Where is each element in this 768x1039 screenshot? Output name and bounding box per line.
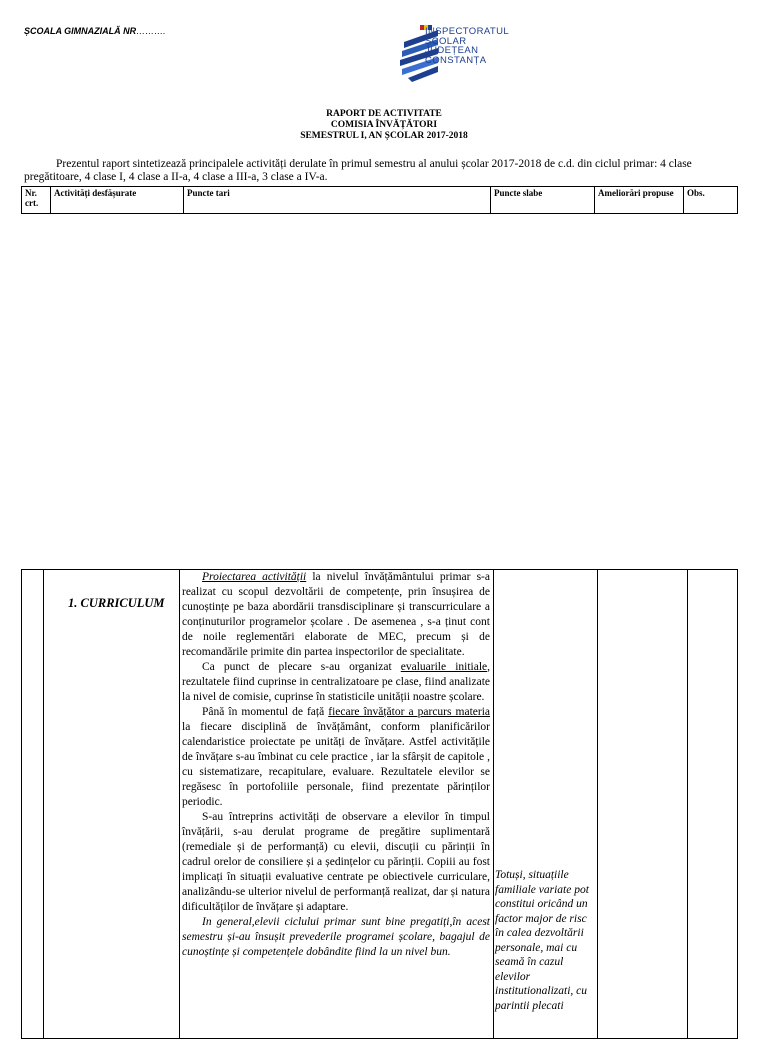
- logo-line: ȘCOLAR: [425, 35, 467, 47]
- weaknesses-text: Totuși, situațiile familiale variate pot constitui oricând un factor major de risc în calea dezvoltării personale, mai cu seamă în cazul elevilor institutionalizati, cu parintii plecati: [495, 869, 589, 1012]
- logo-line: CONSTANȚA: [425, 54, 487, 66]
- col-header: Puncte slabe: [491, 187, 595, 214]
- text: la fiecare disciplină de învățământ, conform planificărilor calendaristice proiectate pe unități de învățare. Astfel activitățile de învățare s-au îmbinat cu cele practice , iar la sfârșit de capitole , cu sistematizare, recapitulare, evaluare. Rezultatele elevilor se regăsesc în portofoliile personale, fiind prezentate părinților periodic.: [182, 721, 490, 808]
- col-header: Obs.: [684, 187, 738, 214]
- report-title: [0, 109, 768, 142]
- paragraph: S-au întreprins activități de observare a elevilor în timpul învățării, s-au derulat programe de pregătire suplimentară (remediale și de performanță) cu elevii, discuții cu părinții în cadrul orelor de consiliere și a ședințelor cu părinții. Copiii au fost implicați în situații evaluative centrate pe obiectivele curriculare, analizându-se ulterior nivelul de performanță realizat, dar și natura dificultăților de învățare și adaptare.: [182, 811, 490, 913]
- logo-line: JUDEȚEAN: [425, 45, 479, 56]
- school-label: ȘCOALA GIMNAZIALĂ NR: [24, 26, 137, 36]
- column-divider: [597, 570, 598, 1038]
- underlined-text: fiecare învățător a parcurs materia: [328, 706, 490, 718]
- table-header-row: [22, 187, 738, 214]
- intro-paragraph: [24, 158, 740, 184]
- school-number-placeholder: ……….: [136, 26, 166, 36]
- title-line: RAPORT DE ACTIVITATE: [326, 109, 442, 119]
- title-line: COMISIA ÎNVĂȚĂTORI: [330, 120, 438, 130]
- column-divider: [493, 570, 494, 1038]
- text: , rezultatele fiind cuprinse in centralizatoare pe clase, fiind analizate la nivel de comisie, cuprinse în statisticile unității noastre școlare.: [182, 661, 490, 703]
- col-header: Activități desfășurate: [51, 187, 184, 214]
- paragraph: In general,elevii ciclului primar sunt bine pregatiți,în acest semestru și-au însușit prevederile programei școlare, bagajul de cunoștințe și competențele dobândite fiind la un nivel bun.: [182, 916, 490, 958]
- col-header: Ameliorări propuse: [595, 187, 684, 214]
- report-table-header: [21, 186, 738, 214]
- col-header: Nr. crt.: [22, 187, 51, 214]
- text: Ca punct de plecare s-au organizat: [202, 661, 401, 673]
- column-divider: [687, 570, 688, 1038]
- curriculum-heading: 1. CURRICULUM: [68, 596, 165, 610]
- logo-line: INSPECTORATUL: [425, 26, 510, 37]
- text: la nivelul învățământului primar s-a realizat cu scopul dezvoltării de competențe, prin însușirea de cunoștințe pe baza abordării transdisciplinare și transcurriculare a conținuturilor programelor școlare . De asemenea , s-a ținut cont de noile reglementări elaborate de MEC, precum și de recomandările primite din partea inspectorilor de specialitate.: [182, 571, 490, 658]
- column-divider: [179, 570, 180, 1038]
- paragraph: [182, 660, 490, 705]
- logo-text: [425, 27, 509, 65]
- paragraph: [182, 570, 490, 660]
- strengths-text: [182, 570, 490, 960]
- col-header: Puncte tari: [184, 187, 491, 214]
- underlined-text: Proiectarea activității: [202, 571, 307, 583]
- school-name: [24, 26, 166, 36]
- underlined-text: evaluarile initiale: [400, 661, 488, 673]
- title-line: SEMESTRUL I, AN ȘCOLAR 2017-2018: [300, 131, 468, 141]
- column-divider: [43, 570, 44, 1038]
- text: Până în momentul de față: [202, 706, 329, 718]
- paragraph: [182, 705, 490, 810]
- intro-text: Prezentul raport sintetizează principalele activități derulate în primul semestru al anului școlar 2017-2018 de c.d. din ciclul primar: 4 clase pregătitoare, 4 clase I, 4 clase a II-a, 4 clase a III-a, 3 clase a IV-a.: [24, 158, 692, 183]
- curriculum-table: [21, 569, 738, 1039]
